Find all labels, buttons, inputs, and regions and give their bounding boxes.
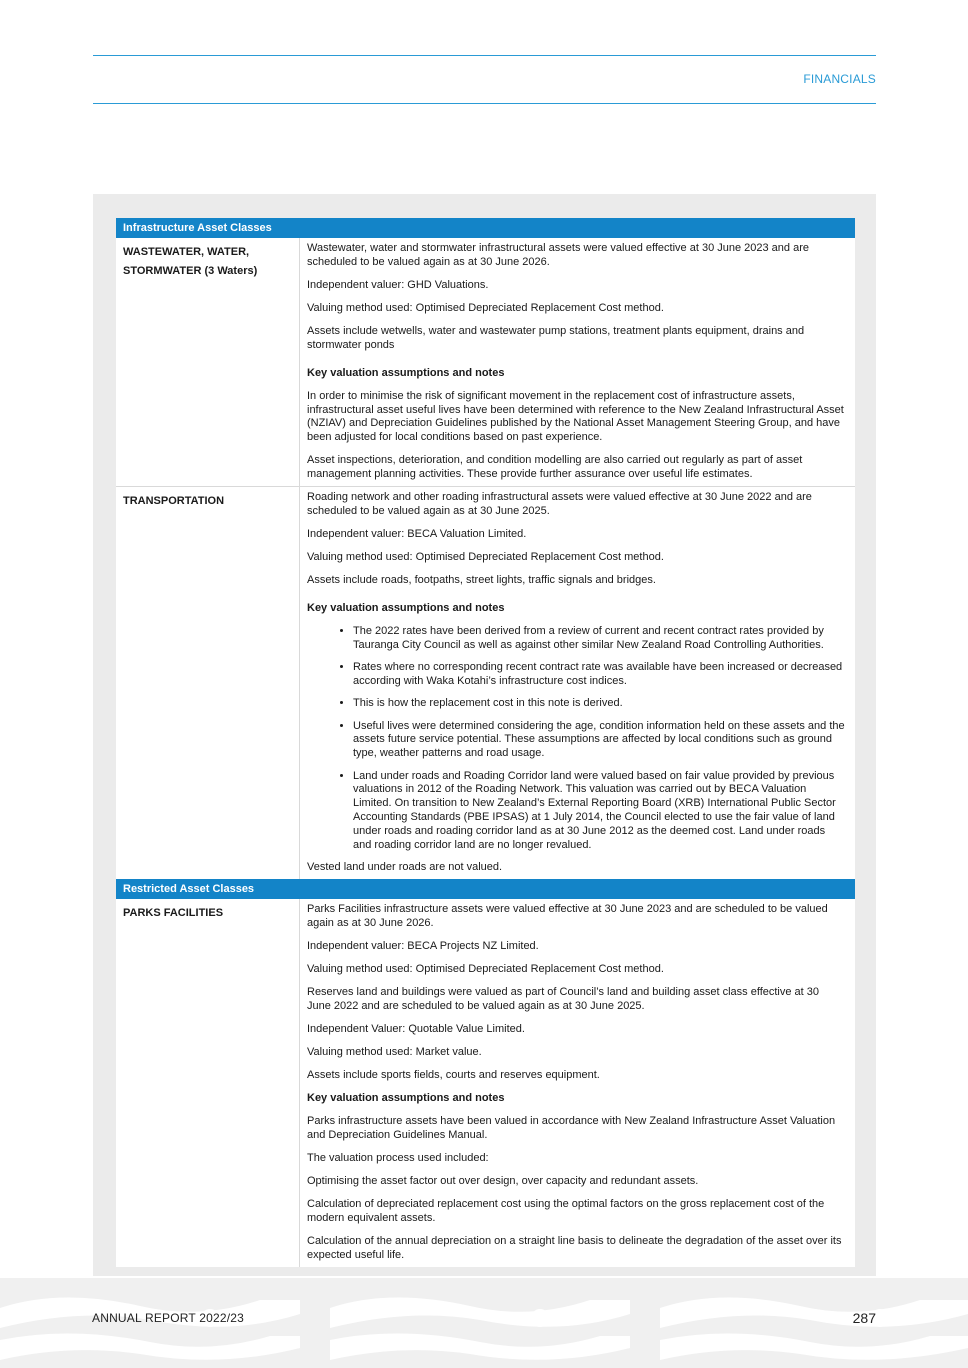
paragraph: Optimising the asset factor out over design, over capacity and redundant assets. (307, 1175, 699, 1188)
key-assumptions-heading: Key valuation assumptions and notes (307, 366, 505, 379)
row-label-three-waters (116, 238, 300, 486)
paragraph: The valuation process used included: (307, 1151, 489, 1164)
paragraph: Calculation of depreciated replacement cost using the optimal factors on the gross replacement cost of the modern equivalent assets. (307, 1198, 825, 1224)
paragraph: Independent Valuer: Quotable Value Limited. (307, 1022, 525, 1035)
row-body-three-waters (300, 238, 855, 486)
paragraph: Independent valuer: BECA Valuation Limited. (307, 527, 527, 540)
key-assumptions-heading: Key valuation assumptions and notes (307, 1091, 505, 1104)
row-body-transportation (300, 487, 855, 879)
page-number: 287 (852, 1310, 876, 1326)
header-rule-top (93, 55, 876, 56)
paragraph: Parks infrastructure assets have been valued in accordance with New Zealand Infrastructure Asset Valuation and Depreciation Guidelines Manual. (307, 1115, 836, 1141)
paragraph: Assets include sports fields, courts and reserves equipment. (307, 1068, 600, 1081)
paragraph: Independent valuer: GHD Valuations. (307, 278, 489, 291)
paragraph: Parks Facilities infrastructure assets were valued effective at 30 June 2023 and are scheduled to be valued again as at 30 June 2026. (307, 902, 828, 929)
row-label-parks-facilities: PARKS FACILITIES (116, 899, 300, 1267)
row-label-transportation: TRANSPORTATION (116, 487, 300, 879)
label-line-2: STORMWATER (3 Waters) (123, 265, 258, 277)
band-restricted-asset-classes: Restricted Asset Classes (116, 879, 855, 899)
paragraph: Vested land under roads are not valued. (307, 860, 503, 873)
paragraph: Valuing method used: Market value. (307, 1045, 482, 1058)
row-three-waters (116, 238, 855, 486)
list-item: • The 2022 rates have been derived from a review of current and recent contract rates provided by Tauranga City Council as well as against other similar New Zealand Road Controlling Authorities. (353, 625, 845, 653)
section-label: FINANCIALS (803, 72, 876, 86)
row-parks-facilities (116, 899, 855, 1267)
list-item: • Useful lives were determined considering the age, condition information held on these assets and the assets future service potential. These assumptions are affected by local conditions such as ground type, weather patterns and road usage. (353, 720, 845, 761)
list-item: • This is how the replacement cost in this note is derived. (353, 697, 845, 711)
list-item: • Rates where no corresponding recent contract rate was available have been increased or decreased according with Waka Kotahi’s infrastructure cost indices. (353, 661, 845, 689)
assumptions-list (307, 625, 845, 853)
report-title: ANNUAL REPORT 2022/23 (92, 1311, 245, 1325)
paragraph: Assets include roads, footpaths, street lights, traffic signals and bridges. (307, 573, 656, 586)
list-item: • Land under roads and Roading Corridor land were valued based on fair value provided by previous valuations in 2012 of the Roading Network. This valuation was carried out by BECA Valuation Limited. On transition to New Zealand’s External Reporting Board (XRB) International Public Sector Accounting Standards (PBE IPSAS) at 1 July 2014, the Council elected to use the fair value of land under roads and roading corridor land as at 30 June 2012 as the deemed cost. Land under roads and roading corridor land are no longer revalued. (353, 770, 845, 853)
paragraph: Independent valuer: BECA Projects NZ Limited. (307, 939, 539, 952)
paragraph: Reserves land and buildings were valued as part of Council’s land and building asset class effective at 30 June 2022 and are scheduled to be valued again as at 30 June 2025. (307, 985, 820, 1012)
label-line-1: WASTEWATER, WATER, (123, 246, 250, 258)
asset-classes-table (116, 218, 855, 1267)
paragraph: Roading network and other roading infrastructural assets were valued effective at 30 June 2022 and are scheduled to be valued again as at 30 June 2025. (307, 490, 812, 517)
band-infrastructure-asset-classes: Infrastructure Asset Classes (116, 218, 855, 238)
row-transportation (116, 486, 855, 879)
key-assumptions-heading: Key valuation assumptions and notes (307, 601, 505, 614)
paragraph: Asset inspections, deterioration, and condition modelling are also carried out regularly as part of asset management planning activities. These provide further assurance over useful life estimates. (307, 454, 803, 481)
paragraph: In order to minimise the risk of significant movement in the replacement cost of infrastructure assets, infrastructural asset useful lives have been determined with reference to the New Zealand Infrastructural Asset (NZIAV) and Depreciation Guidelines published by the National Asset Management Steering Group, and have been adjusted for local conditions based on past experience. (307, 389, 844, 444)
paragraph: Valuing method used: Optimised Depreciated Replacement Cost method. (307, 962, 664, 975)
header-rule-bottom (93, 103, 876, 104)
paragraph: Wastewater, water and stormwater infrastructural assets were valued effective at 30 June 2023 and are scheduled to be valued again as at 30 June 2026. (307, 242, 809, 268)
row-body-parks-facilities (300, 899, 855, 1267)
paragraph: Valuing method used: Optimised Depreciated Replacement Cost method. (307, 550, 664, 563)
paragraph: Valuing method used: Optimised Depreciated Replacement Cost method. (307, 301, 664, 314)
paragraph: Calculation of the annual depreciation on a straight line basis to delineate the degradation of the asset over its expected useful life. (307, 1235, 842, 1261)
paragraph: Assets include wetwells, water and wastewater pump stations, treatment plants equipment, drains and stormwater ponds (307, 325, 805, 351)
